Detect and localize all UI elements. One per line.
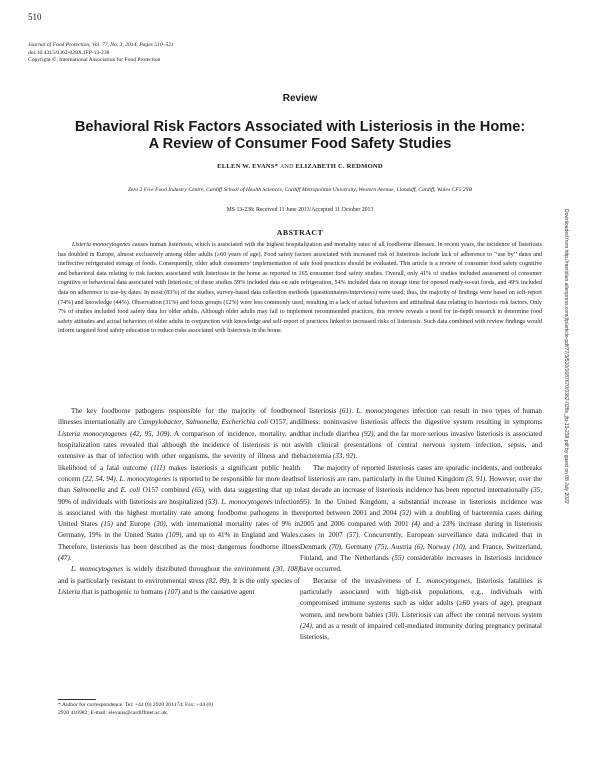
- body-paragraph: of listeriosis (61). L. monocytogenes infection can result in two types of human illness: noninvasive listeriosis affects the digestive system resulting in symptoms that include diarrhea (92), and the far more serious invasive listeriosis is associated with clinical presentations of central nervous system infection, sepsis, and bacteremia (33, 92).: [300, 407, 542, 461]
- citation-link[interactable]: (24): [300, 621, 312, 630]
- page-number: 510: [28, 12, 42, 22]
- citation-link[interactable]: (22, 54, 94): [82, 474, 116, 483]
- article-title: [40, 119, 560, 153]
- citation-link[interactable]: (70): [329, 542, 342, 551]
- journal-info: [28, 42, 174, 65]
- footnote-divider: [58, 699, 96, 700]
- footnote-line-2[interactable]: 2920 416982; E-mail: elevans@cardiffmet.ac.uk.: [58, 709, 169, 716]
- body-paragraph: The key foodborne pathogens responsible for the majority of foodborne illnesses internationally are Campylobacter, Salmonella, Escherichia coli O157, and Listeria monocytogenes (42, 95, 109). A comparison of incidence, mortality, and hospitalization rates revealed that although the incidence of listeriosis is not as extensive as that of infection with other organisms, the severity of illness and the likelihood of a fatal outcome (111) makes listeriosis a significant public health concern (22, 54, 94). L. monocytogenes is reported to be responsible for more deaths than Salmonella and E. coli O157 combined (65), with data suggesting that up to 90% of individuals with listeriosis are hospitalized (53). L. monocytogenes infection is associated with the highest mortality rate among foodborne pathogens in the United States (15) and Europe (30), with international mortality rates of 9% in Germany, 19% in the United States (109), and up to 41% in England and Wales. Therefore, listeriosis has been described as the most dangerous foodborne illness (47).: [58, 407, 301, 563]
- section-label: Review: [282, 93, 318, 104]
- download-stamp: [559, 0, 571, 776]
- body-paragraph: L. monocytogenes is widely distributed throughout the environment (30, 108) and is particularly resistant to environmental stress (82, 89). It is the only species of Listeria that is pathogenic to humans (107) and is the causative agent: [58, 565, 300, 596]
- citation-link[interactable]: (55): [392, 554, 404, 563]
- body-column-left: [58, 406, 300, 598]
- body-paragraph: Because of the invasiveness of L. monocytogenes, listeriosis fatalities is particularly associated with high-risk populations, e.g., individuals with compromised immune systems such as older adults (≥60 years of age), pregnant women, and newborn babies (30). Listeriosis can affect the central nervous system (24), and as a result of impaired cell-mediated immunity during pregnancy perinatal listeriosis,: [300, 576, 543, 642]
- citation-link[interactable]: (6): [414, 542, 423, 551]
- citation-link[interactable]: (52): [399, 508, 412, 517]
- author-list: [0, 163, 600, 170]
- author-redmond: ELIZABETH C. REDMOND: [295, 163, 383, 170]
- citation-link[interactable]: (15): [101, 520, 113, 529]
- citation-link[interactable]: (47): [58, 554, 70, 563]
- citation-link[interactable]: (30): [385, 610, 398, 619]
- citation-link[interactable]: (82, 89): [206, 576, 229, 585]
- footnote-line-1: * Author for correspondence. Tel: +44 (0) 2920 201174; Fax: +44 (0): [58, 702, 214, 708]
- citation-link[interactable]: (30): [153, 520, 166, 529]
- citation-link[interactable]: (4): [411, 520, 420, 529]
- author-separator: AND: [280, 164, 294, 170]
- citation-link[interactable]: (53): [205, 497, 218, 506]
- author-evans: ELLEN W. EVANS*: [217, 163, 279, 170]
- citation-link[interactable]: (3, 91): [466, 474, 486, 483]
- abstract-species: Listeria monocytogenes: [72, 242, 131, 248]
- citation-link[interactable]: (75): [374, 542, 387, 551]
- citation-link[interactable]: (30, 108): [272, 565, 300, 574]
- journal-citation: Journal of Food Protection, Vol. 77, No. 3, 2014, Pages 510–521: [28, 42, 174, 48]
- citation-link[interactable]: (65): [192, 486, 204, 495]
- abstract-text: causes human listeriosis, which is associated with the highest hospitalization and mortality rates of all foodborne illnesses. In recent years, the incidence of listeriosis has doubled in Europe, almost exclusively among older adults (≥60 years of age). Food safety factors associated with increased risk of listeriosis include lack of adherence to ‘‘use by’’ dates and ineffective refrigerated storage of foods. Consequently, older adult consumers’ implementation of safe food practices should be evaluated. This article is a review of consumer food safety cognitive and behavioral data relating to risk factors associated with listeriosis in the home as reported in 165 consumer food safety studies. Overall, only 41% of studies included assessment of consumer cognitive or behavioral data associated with listeriosis; of these studies 59% included data on safe refrigeration, 54% included data on storage time for opened ready-to-eat foods, and 49% included data on adherence to use-by dates. In most (83%) of the studies, survey-based data collection methods (questionnaires/interviews) were used; thus, the majority of findings were based on self-report (74%) and knowledge (44%). Observation (31%) and focus groups (12%) were less commonly used, resulting in a lack of actual behaviors and attitudinal data relating to listeriosis risk factors. Only 7% of studies included food safety data for older adults. Although older adults may fail to implement recommended practices, this review reveals a need for in-depth research to determine food safety attitudes and actual behaviors of older adults in conjunction with knowledge and self-report of practices linked to increased risks of listeriosis. Such data combined with review findings would inform targeted food safety education to reduce risks associated with listeriosis in the home.: [58, 242, 542, 335]
- abstract-heading: ABSTRACT: [276, 228, 324, 237]
- citation-link[interactable]: (57): [346, 531, 359, 540]
- citation-link[interactable]: (92): [361, 429, 374, 438]
- citation-link[interactable]: (35, 95): [300, 486, 542, 506]
- journal-doi[interactable]: doi:10.4315/0362-028X.JFP-13-238: [28, 49, 110, 56]
- affiliation: Zero 2 Five Food Industry Centre, Cardiff School of Health Sciences, Cardiff Metropolitan University, Western Avenue, Llandaff, Cardiff, Wales CF5 2YB: [127, 187, 473, 193]
- body-column-right: [300, 406, 542, 644]
- download-stamp-text: Downloaded from http://meridian.allenpress.com/jfp/article-pdf/77/3/510/1687670/0362-028x_jfp-13-238.pdf by guest on 08 July 2022: [563, 209, 569, 504]
- abstract-body: [58, 241, 542, 337]
- citation-link[interactable]: (111): [150, 463, 166, 472]
- manuscript-dates: MS 13-238: Received 11 June 2013/Accepted 11 October 2013: [226, 207, 374, 213]
- citation-link[interactable]: (42, 95, 109): [130, 429, 170, 438]
- citation-link[interactable]: (33, 92): [332, 452, 356, 461]
- citation-link[interactable]: (61): [339, 407, 352, 415]
- journal-copyright: Copyright ©, International Association for Food Protection: [28, 57, 161, 64]
- correspondence-footnote: [58, 702, 300, 718]
- title-line-2: A Review of Consumer Food Safety Studies: [148, 136, 452, 152]
- title-line-1: Behavioral Risk Factors Associated with Listeriosis in the Home:: [74, 119, 526, 135]
- citation-link[interactable]: (10): [453, 542, 465, 551]
- citation-link[interactable]: (107): [164, 588, 181, 596]
- citation-link[interactable]: (109): [166, 531, 182, 540]
- body-paragraph: The majority of reported listeriosis cases are sporadic incidents, and outbreaks of listeriosis are rare, particularly in the United Kingdom (3, 91). However, over the last decade an increase of listeriosis incidence has been reported internationally (35, 95). In the United Kingdom, a substantial increase in listeriosis incidence was reported between 2001 and 2004 (52) with a doubling of bacteremia cases during 2005 and 2006 compared with 2001 (4) and a 23% increase during in listeriosis cases in 2007 (57). Concurrently, European surveillance data indicated that in Denmark (70), Germany (75), Austria (6), Norway (10), and France, Switzerland, Finland, and The Netherlands (55) considerable increases in listeriosis incidence have occurred.: [300, 463, 543, 574]
